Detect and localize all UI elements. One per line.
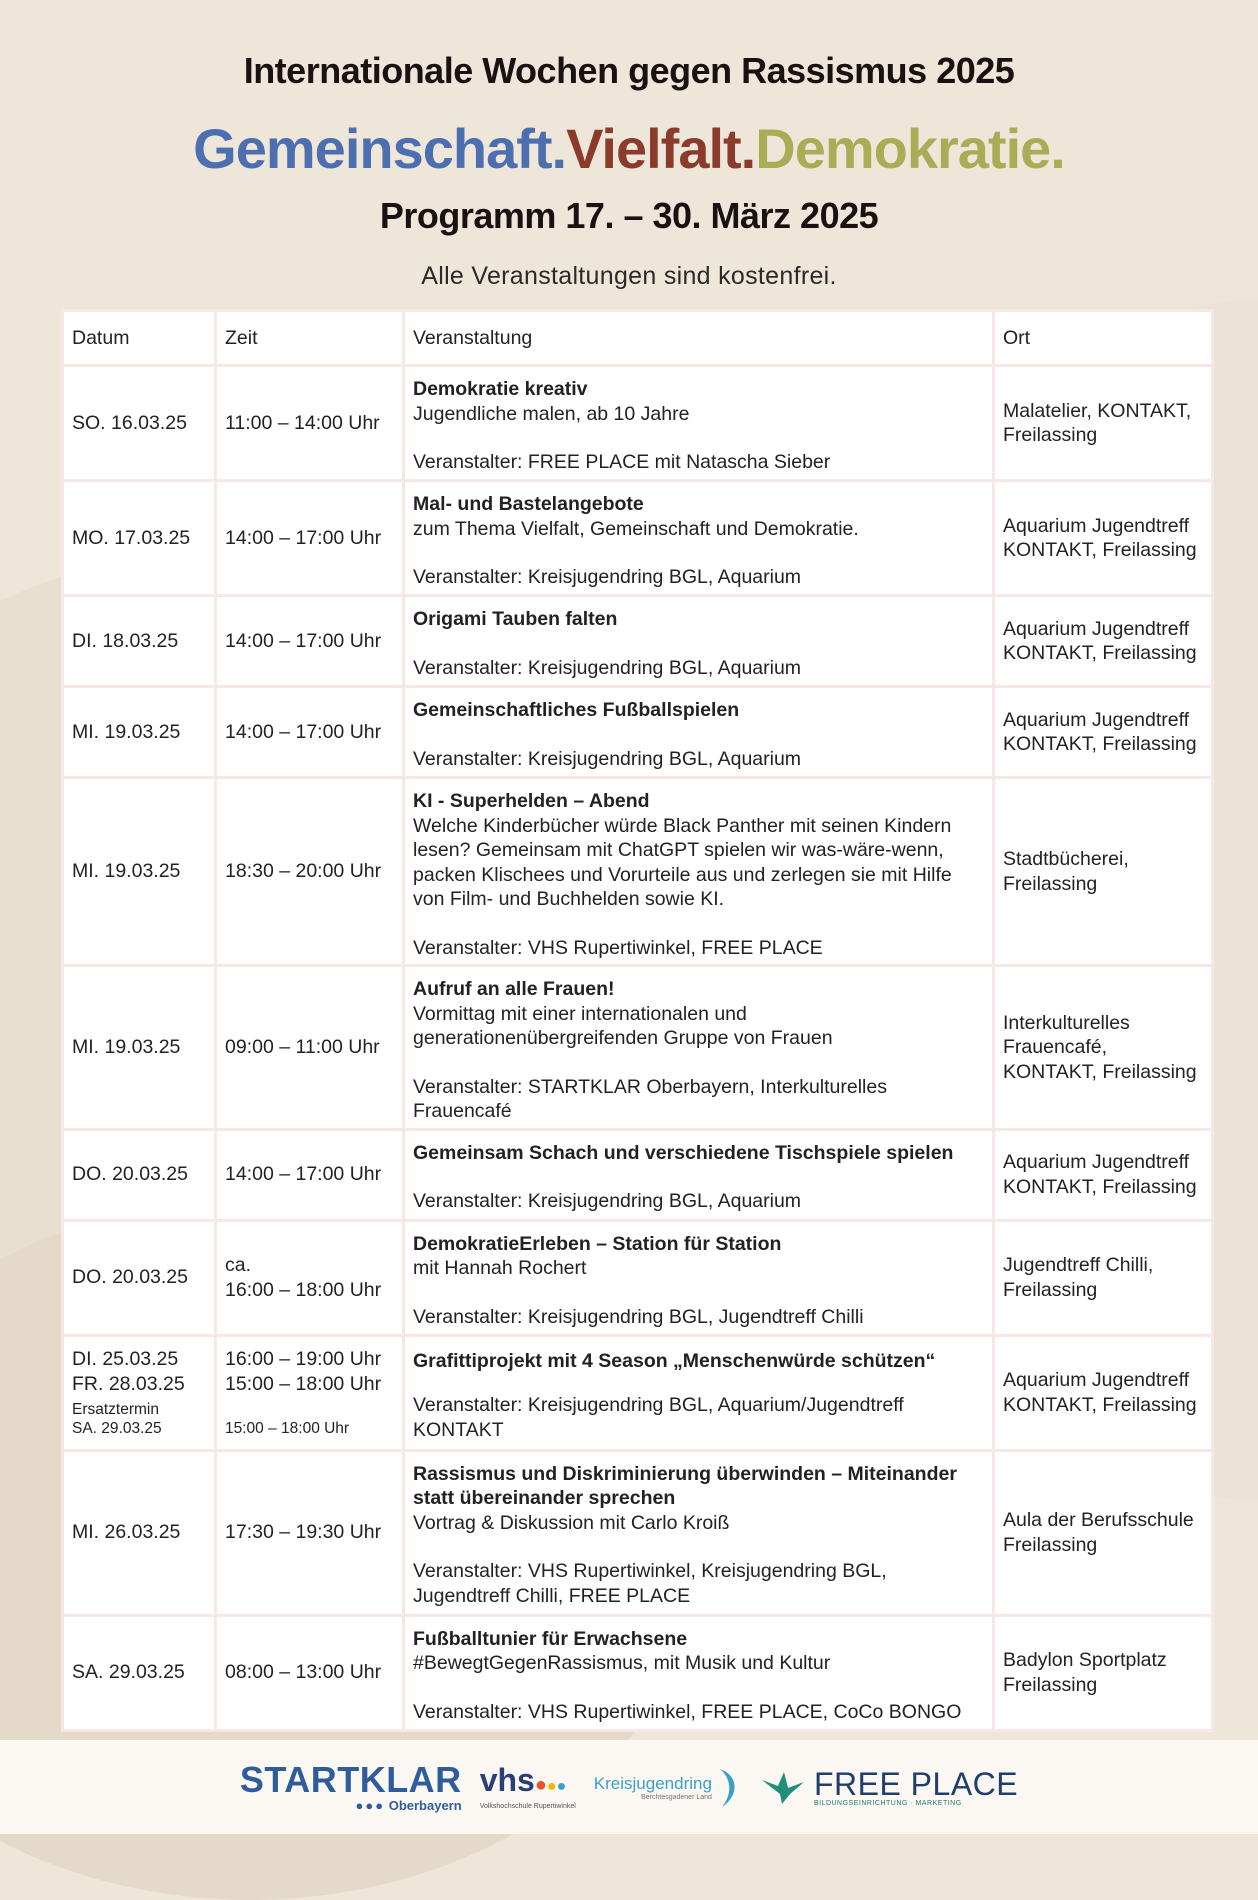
event-title: Origami Tauben falten: [413, 608, 618, 630]
event-date: DI. 18.03.25: [64, 597, 214, 685]
event-title: Gemeinschaftliches Fußballspielen: [413, 699, 740, 721]
event-date: SO. 16.03.25: [64, 367, 214, 479]
event-place: Aquarium Jugendtreff KONTAKT, Freilassing: [995, 1337, 1211, 1449]
motto-vielfalt: Vielfalt.: [566, 117, 756, 180]
event-description: mit Hannah Rochert: [413, 1257, 587, 1279]
event-organizer: Veranstalter: Kreisjugendring BGL, Jugendtreff Chilli: [413, 1305, 864, 1328]
table-row: [64, 367, 1211, 479]
event-place: Aquarium Jugendtreff KONTAKT, Freilassing: [995, 688, 1211, 776]
event-time-3: 15:00 – 18:00 Uhr: [225, 1420, 350, 1437]
event-date-cell: [64, 1337, 214, 1449]
event-organizer: Veranstalter: Kreisjugendring BGL, Aquarium/Jugendtreff KONTAKT: [413, 1394, 904, 1441]
wave-icon: [716, 1765, 742, 1811]
event-time: 14:00 – 17:00 Uhr: [217, 482, 402, 594]
event-time-2: 15:00 – 18:00 Uhr: [225, 1372, 382, 1395]
motto: [0, 116, 1258, 181]
event-place: Badylon Sportplatz Freilassing: [995, 1617, 1211, 1729]
event-details: [405, 967, 992, 1128]
event-place: Aquarium Jugendtreff KONTAKT, Freilassing: [995, 597, 1211, 685]
event-time: 16:00 – 18:00 Uhr: [225, 1278, 382, 1301]
event-details: [405, 779, 992, 964]
event-description: Vortrag & Diskussion mit Carlo Kroiß: [413, 1511, 730, 1534]
kreisjugendring-logo: Kreisjugendring Berchtesgadener Land: [594, 1765, 742, 1811]
event-date: MO. 17.03.25: [64, 482, 214, 594]
event-date: MI. 19.03.25: [64, 779, 214, 964]
event-date: MI. 19.03.25: [64, 967, 214, 1128]
event-title: Demokratie kreativ: [413, 378, 588, 400]
event-details: [405, 1452, 992, 1614]
table-row: [64, 1617, 1211, 1729]
table-row: [64, 1452, 1211, 1614]
event-details: [405, 688, 992, 776]
table-row: [64, 688, 1211, 776]
event-description: Jugendliche malen, ab 10 Jahre: [413, 402, 690, 425]
event-place: Aquarium Jugendtreff KONTAKT, Freilassing: [995, 482, 1211, 594]
event-date: DO. 20.03.25: [64, 1131, 214, 1219]
event-title: Fußballtunier für Erwachsene: [413, 1627, 688, 1650]
event-details: [405, 1617, 992, 1729]
event-date-note: Ersatztermin: [72, 1401, 159, 1418]
event-details: [405, 1222, 992, 1334]
event-details: [405, 597, 992, 685]
event-date: DO. 20.03.25: [64, 1222, 214, 1334]
event-details: [405, 367, 992, 479]
vhs-logo: vhs●●● Volkshochschule Rupertiwinkel: [479, 1762, 576, 1810]
event-organizer: Veranstalter: VHS Rupertiwinkel, FREE PLACE: [413, 936, 823, 959]
event-organizer: Veranstalter: FREE PLACE mit Natascha Sieber: [413, 451, 831, 473]
event-place: Aula der Berufsschule Freilassing: [995, 1452, 1211, 1614]
event-time-cell: [217, 1222, 402, 1334]
event-time: 17:30 – 19:30 Uhr: [217, 1452, 402, 1614]
event-place: Stadtbücherei, Freilassing: [995, 779, 1211, 964]
program-dates: Programm 17. – 30. März 2025: [379, 195, 879, 236]
column-header-datum: Datum: [64, 312, 214, 364]
event-title: Rassismus und Diskriminierung überwinden – Miteinander statt übereinander sprechen: [413, 1462, 957, 1509]
table-row: [64, 967, 1211, 1128]
event-date: DI. 25.03.25: [72, 1348, 179, 1370]
event-date: MI. 19.03.25: [64, 688, 214, 776]
event-time: 14:00 – 17:00 Uhr: [217, 688, 402, 776]
event-description: Welche Kinderbücher würde Black Panther mit seinen Kindern lesen? Gemeinsam mit ChatGPT spielen wir was-wäre-wenn, packen Klischees und Vorurteile aus und zerlegen sie mit Hilfe von Film- und Buchhelden sowie KI.: [413, 814, 952, 910]
column-header-ort: Ort: [995, 312, 1211, 364]
event-time: 16:00 – 19:00 Uhr: [225, 1348, 382, 1370]
event-organizer: Veranstalter: Kreisjugendring BGL, Aquarium: [413, 566, 802, 588]
table-row: [64, 482, 1211, 594]
event-organizer: Veranstalter: Kreisjugendring BGL, Aquarium: [413, 1190, 802, 1212]
motto-gemeinschaft: Gemeinschaft.: [193, 117, 567, 180]
program-table: [61, 309, 1214, 1732]
event-title: DemokratieErleben – Station für Station: [413, 1232, 782, 1255]
event-time: 09:00 – 11:00 Uhr: [217, 967, 402, 1128]
event-time-prefix: ca.: [225, 1254, 252, 1276]
column-header-zeit: Zeit: [217, 312, 402, 364]
event-description: zum Thema Vielfalt, Gemeinschaft und Demokratie.: [413, 517, 859, 540]
event-details: [405, 482, 992, 594]
event-date: MI. 26.03.25: [64, 1452, 214, 1614]
table-row: [64, 779, 1211, 964]
event-time: 08:00 – 13:00 Uhr: [217, 1617, 402, 1729]
sponsor-logos: [0, 1745, 1258, 1830]
event-date-2: FR. 28.03.25: [72, 1372, 185, 1395]
event-organizer: Veranstalter: Kreisjugendring BGL, Aquarium: [413, 747, 802, 770]
event-organizer: Veranstalter: Kreisjugendring BGL, Aquarium: [413, 656, 802, 679]
event-time: 14:00 – 17:00 Uhr: [217, 597, 402, 685]
event-organizer: Veranstalter: VHS Rupertiwinkel, Kreisjugendring BGL, Jugendtreff Chilli, FREE PLACE: [413, 1560, 887, 1607]
event-time: 14:00 – 17:00 Uhr: [217, 1131, 402, 1219]
free-note: Alle Veranstaltungen sind kostenfrei.: [421, 262, 837, 290]
event-place: Jugendtreff Chilli, Freilassing: [995, 1222, 1211, 1334]
event-organizer: Veranstalter: VHS Rupertiwinkel, FREE PLACE, CoCo BONGO: [413, 1700, 962, 1723]
event-title: Aufruf an alle Frauen!: [413, 978, 615, 1000]
event-place: Malatelier, KONTAKT, Freilassing: [995, 367, 1211, 479]
event-title: Grafittiprojekt mit 4 Season „Menschenwürde schützen“: [413, 1349, 936, 1372]
event-time: 18:30 – 20:00 Uhr: [217, 779, 402, 964]
event-title: Gemeinsam Schach und verschiedene Tischspiele spielen: [413, 1141, 954, 1164]
free-place-logo: FREE PLACE BILDUNGSEINRICHTUNG · MARKETING: [760, 1768, 1018, 1807]
event-title: KI - Superhelden – Abend: [413, 790, 650, 812]
table-header-row: [64, 312, 1211, 364]
startklar-logo: STARTKLAR ●●● Oberbayern: [239, 1759, 462, 1813]
event-time-cell: [217, 1337, 402, 1449]
event-date-3: SA. 29.03.25: [72, 1420, 162, 1437]
table-row: [64, 1131, 1211, 1219]
event-title: Mal- und Bastelangebote: [413, 493, 644, 515]
event-details: [405, 1131, 992, 1219]
table-row: [64, 1337, 1211, 1449]
event-place: Aquarium Jugendtreff KONTAKT, Freilassing: [995, 1131, 1211, 1219]
main-title: Internationale Wochen gegen Rassismus 2025: [243, 50, 1015, 91]
bird-icon: [760, 1770, 806, 1806]
motto-demokratie: Demokratie.: [755, 117, 1065, 180]
table-row: [64, 1222, 1211, 1334]
event-place: Interkulturelles Frauencafé, KONTAKT, Freilassing: [995, 967, 1211, 1128]
event-time: 11:00 – 14:00 Uhr: [217, 367, 402, 479]
event-description: Vormittag mit einer internationalen und generationenübergreifenden Gruppe von Frauen: [413, 1002, 833, 1049]
event-organizer: Veranstalter: STARTKLAR Oberbayern, Interkulturelles Frauencafé: [413, 1075, 887, 1122]
event-description: #BewegtGegenRassismus, mit Musik und Kultur: [413, 1652, 831, 1674]
event-details: [405, 1337, 992, 1449]
event-date: SA. 29.03.25: [64, 1617, 214, 1729]
column-header-veranstaltung: Veranstaltung: [405, 312, 992, 364]
table-row: [64, 597, 1211, 685]
